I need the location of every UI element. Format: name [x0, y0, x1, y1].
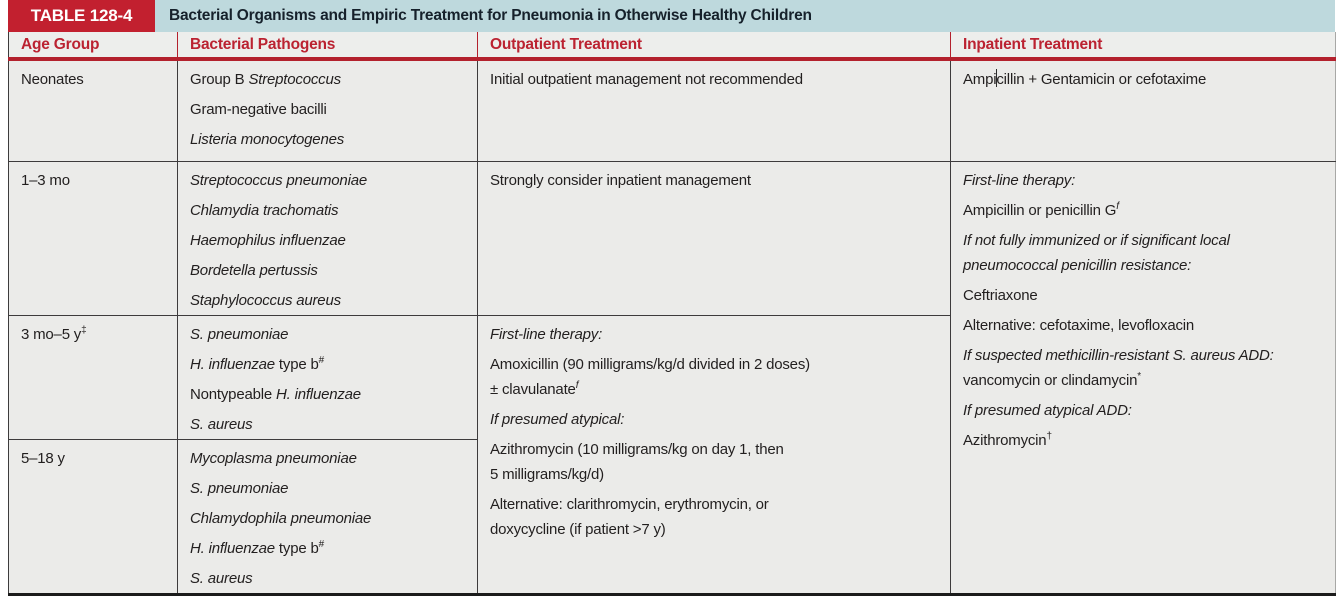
text-segment: If presumed atypical: [490, 410, 625, 428]
column-header-bacterial-pathogens: Bacterial Pathogens [178, 32, 478, 59]
text-segment: Neonates [21, 71, 84, 88]
treatment-paragraph [490, 352, 940, 402]
text-segment: Group B [190, 71, 249, 88]
data-table [8, 32, 1336, 596]
text-segment: Streptococcus [248, 71, 341, 88]
text-segment: Azithromycin (10 milligrams/kg on day 1, then [490, 440, 784, 458]
treatment-heading [490, 322, 940, 347]
text-segment: First-line therapy: [963, 171, 1076, 189]
column-header-outpatient-treatment: Outpatient Treatment [478, 32, 951, 59]
treatment-line [963, 198, 1325, 223]
text-segment: H. influenzae [190, 355, 275, 373]
text-segment: doxycycline (if patient >7 y) [490, 520, 666, 538]
outpatient-cell [478, 59, 951, 161]
age-cell [9, 59, 178, 161]
text-segment: H. influenzae [190, 539, 275, 557]
pathogen-item [190, 536, 467, 561]
text-segment: 5 milligrams/kg/d) [490, 465, 604, 483]
pathogen-item [190, 476, 467, 501]
pathogens-cell [178, 161, 478, 315]
text-segment: S. pneumoniae [190, 325, 289, 343]
text-segment: Chlamydia trachomatis [190, 201, 339, 219]
text-segment: cillin + Gentamicin or cefotaxime [996, 71, 1207, 88]
treatment-line [963, 343, 1325, 368]
pathogen-item [190, 506, 467, 531]
treatment-line [963, 228, 1325, 253]
text-segment: Bordetella pertussis [190, 261, 318, 279]
treatment-line [963, 283, 1325, 308]
age-cell [9, 161, 178, 315]
text-segment: type b [274, 355, 319, 373]
treatment-line [490, 352, 940, 377]
text-segment: Ceftriaxone [963, 286, 1038, 304]
text-segment: Gram-negative bacilli [190, 101, 327, 118]
treatment-paragraph [490, 492, 940, 542]
header-row [9, 32, 1336, 59]
text-segment: Amoxicillin (90 milligrams/kg/d divided in 2 doses) [490, 355, 810, 373]
text-segment: Ampi [963, 71, 997, 88]
table-row-neonates [9, 59, 1336, 161]
treatment-paragraph [490, 437, 940, 487]
treatment-line [963, 67, 1325, 92]
text-segment: Nontypeable [190, 385, 276, 403]
age-cell [9, 315, 178, 439]
text-segment: Listeria monocytogenes [190, 131, 345, 148]
text-segment: 3 mo–5 y [21, 325, 82, 343]
text-segment: Initial outpatient management not recommended [490, 71, 803, 88]
outpatient-cell [478, 161, 951, 315]
text-segment: Strongly consider inpatient management [490, 171, 751, 189]
pathogen-item [190, 168, 467, 193]
treatment-line [490, 437, 940, 462]
text-segment: Alternative: cefotaxime, levofloxacin [963, 316, 1195, 334]
text-segment: 1–3 mo [21, 171, 70, 189]
text-segment: ± clavulanate [490, 380, 576, 398]
pathogen-item [190, 228, 467, 253]
column-header-inpatient-treatment: Inpatient Treatment [951, 32, 1336, 59]
text-segment: S. aureus [190, 569, 253, 587]
pathogen-item [190, 352, 467, 377]
text-segment: Staphylococcus aureus [190, 291, 341, 309]
text-segment: pneumococcal penicillin resistance: [963, 256, 1192, 274]
text-segment: Ampicillin or penicillin G [963, 201, 1117, 219]
text-segment: First-line therapy: [490, 325, 603, 343]
text-segment: Chlamydophila pneumoniae [190, 509, 372, 527]
treatment-line [963, 428, 1325, 453]
text-segment: # [318, 538, 324, 550]
text-segment: Mycoplasma pneumoniae [190, 449, 357, 467]
inpatient-cell-merged [951, 161, 1336, 594]
text-segment: 5–18 y [21, 449, 65, 467]
outpatient-cell-merged [478, 315, 951, 594]
age-label [21, 67, 167, 92]
pathogen-item [190, 322, 467, 347]
text-segment: If suspected methicillin-resistant S. aureus ADD: [963, 346, 1274, 364]
inpatient-cell [951, 59, 1336, 161]
treatment-line [963, 253, 1325, 278]
pathogen-item [190, 198, 467, 223]
text-segment: Streptococcus pneumoniae [190, 171, 367, 189]
treatment-heading [963, 398, 1325, 423]
treatment-line [490, 492, 940, 517]
treatment-paragraph [963, 343, 1325, 393]
pathogen-item [190, 412, 467, 437]
pathogens-cell [178, 315, 478, 439]
text-segment: H. influenzae [276, 385, 361, 403]
pathogen-item [190, 67, 467, 92]
pathogens-cell [178, 439, 478, 594]
title-bar [8, 0, 1335, 32]
treatment-line [490, 462, 940, 487]
pathogen-item [190, 446, 467, 471]
text-segment: type b [274, 539, 319, 557]
reference-table [8, 0, 1335, 596]
treatment-line [490, 517, 940, 542]
pathogen-item [190, 382, 467, 407]
treatment-line [963, 368, 1325, 393]
pathogen-item [190, 258, 467, 283]
column-header-age-group: Age Group [9, 32, 178, 59]
text-segment: # [318, 354, 324, 366]
pathogen-item [190, 566, 467, 591]
treatment-line [490, 67, 940, 92]
text-segment: vancomycin or clindamycin [963, 371, 1138, 389]
pathogen-item [190, 288, 467, 313]
table-row-1-3-mo [9, 161, 1336, 315]
text-segment: * [1137, 370, 1141, 382]
text-segment: If presumed atypical ADD: [963, 401, 1132, 419]
text-segment: ‡ [81, 324, 87, 336]
age-cell [9, 439, 178, 594]
age-label [21, 168, 167, 193]
pathogens-cell [178, 59, 478, 161]
treatment-line [963, 313, 1325, 338]
text-segment: If not fully immunized or if significant local [963, 231, 1230, 249]
treatment-line [490, 377, 940, 402]
treatment-line [490, 168, 940, 193]
table-title: Bacterial Organisms and Empiric Treatment for Pneumonia in Otherwise Healthy Children [155, 0, 1335, 32]
treatment-heading [963, 168, 1325, 193]
text-segment: S. aureus [190, 415, 253, 433]
text-segment: S. pneumoniae [190, 479, 289, 497]
text-segment: Haemophilus influenzae [190, 231, 346, 249]
age-label [21, 322, 167, 347]
text-segment: f [1116, 200, 1119, 212]
table-label: TABLE 128-4 [8, 0, 155, 32]
text-segment: f [575, 379, 579, 391]
treatment-heading [490, 407, 940, 432]
text-segment: Alternative: clarithromycin, erythromycin, or [490, 495, 769, 513]
treatment-paragraph [963, 228, 1325, 278]
pathogen-item [190, 97, 467, 122]
age-label [21, 446, 167, 471]
text-segment: † [1046, 430, 1052, 442]
text-segment: Azithromycin [963, 431, 1047, 449]
pathogen-item [190, 127, 467, 152]
